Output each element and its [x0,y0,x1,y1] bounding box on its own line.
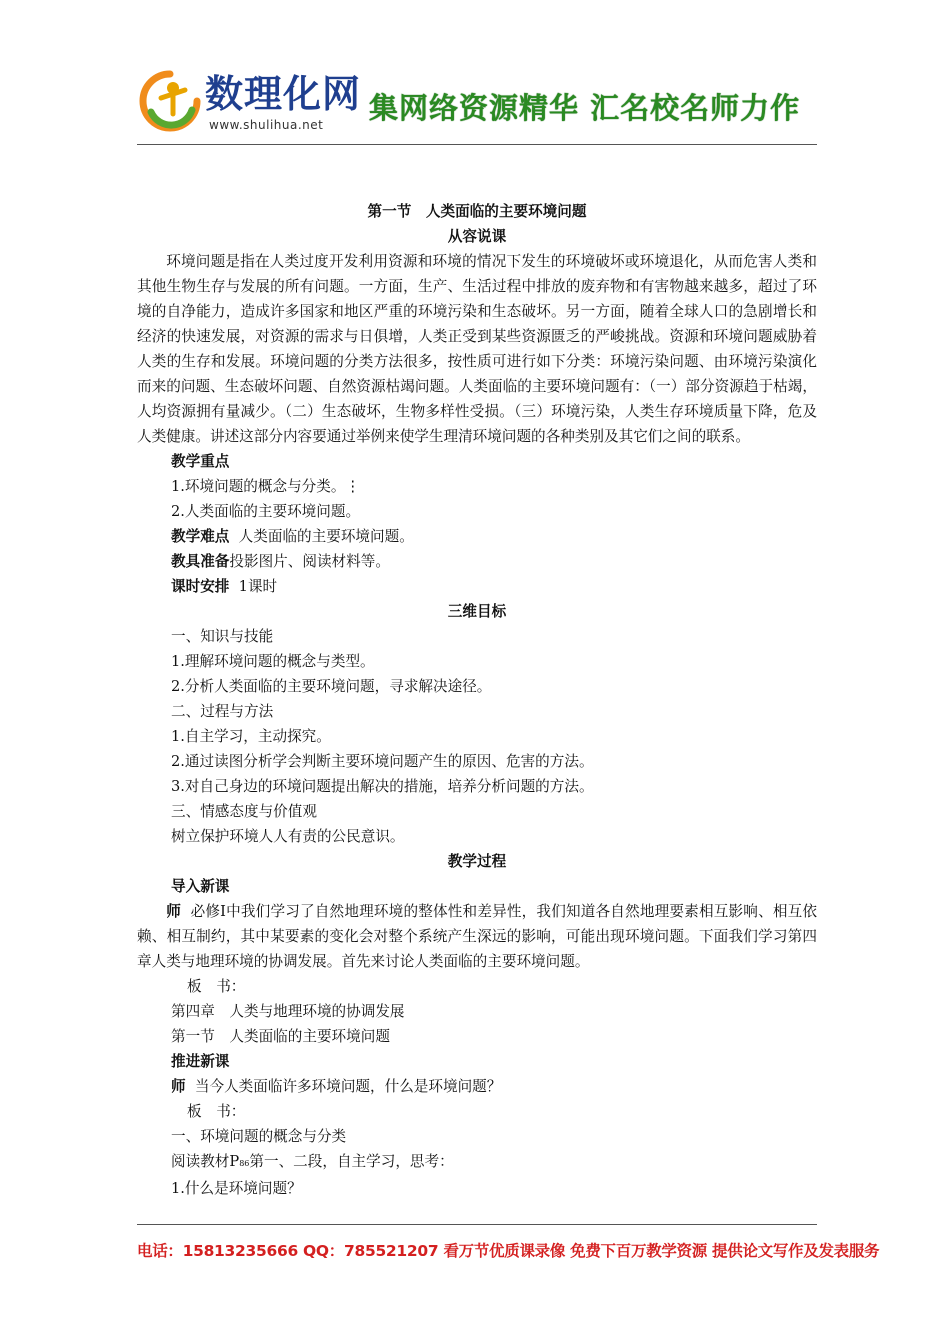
difficulty-text: 人类面临的主要环境问题。 [238,528,414,545]
difficulty-label: 教学难点 [171,528,230,545]
schedule-label: 课时安排 [171,578,230,595]
intro-lesson-text: 必修Ⅰ中我们学习了自然地理环境的整体性和差异性，我们知道各自然地理要素相互影响、相互依赖、相互制约，其中某要素的变化会对整个系统产生深远的影响，可能出现环境问题。下面我们学习第四章人类与地理环境的协调发展。首先来讨论人类面临的主要环境问题。 [137,903,817,970]
schedule-line [137,574,817,599]
reading-post: 第一、二段，自主学习，思考： [249,1153,454,1170]
reading-line [137,1149,817,1176]
doc-subtitle: 从容说课 [447,228,507,245]
shulihua-logo-icon [137,68,203,134]
goals-3-heading: 三、情感态度与价值观 [171,803,317,820]
key-point-2: 2.人类面临的主要环境问题。 [171,503,361,520]
goals-3-item: 树立保护环境人人有责的公民意识。 [171,828,405,845]
site-header [137,62,817,144]
tools-text: 投影图片、阅读材料等。 [229,553,390,570]
doc-title: 第一节 人类面临的主要环境问题 [367,203,587,220]
board-label: 板 书： [187,1103,246,1120]
tools-line [137,549,817,574]
goals-2-item: 2.通过读图分析学会判断主要环境问题产生的原因、危害的方法。 [171,753,594,770]
board-line: 第四章 人类与地理环境的协调发展 [171,1003,405,1020]
difficulty-line [137,524,817,549]
site-slogan: 集网络资源精华 汇名校名师力作 [369,91,801,125]
footer-divider [137,1224,817,1225]
document-body [137,199,817,1201]
intro-lesson-label: 导入新课 [171,878,230,895]
goals-1-item: 1.理解环境问题的概念与类型。 [171,653,375,670]
teacher-label: 师 [171,1078,186,1095]
brand-name: 数理化网 [205,72,362,116]
goals-2-item: 3.对自己身边的环境问题提出解决的措施，培养分析问题的方法。 [171,778,594,795]
goals-2-item: 1.自主学习，主动探究。 [171,728,331,745]
new-lesson-label: 推进新课 [171,1053,230,1070]
goals-1-item: 2.分析人类面临的主要环境问题，寻求解决途径。 [171,678,492,695]
new-lesson-line [137,1074,817,1099]
teacher-label: 师 [166,903,181,920]
tools-label: 教具准备 [171,553,230,570]
key-point-1: 1.环境问题的概念与分类。⋮ [171,478,361,495]
key-points-label: 教学重点 [171,453,230,470]
schedule-text: 1课时 [238,578,278,595]
goals-heading: 三维目标 [447,603,507,620]
intro-paragraph: 环境问题是指在人类过度开发利用资源和环境的情况下发生的环境破坏或环境退化，从而危害人类和其他生物生存与发展的所有问题。一方面，生产、生活过程中排放的废弃物和有害物越来越多，超过了环境的自净能力，造成许多国家和地区严重的环境污染和生态破坏。另一方面，随着全球人口的急剧增长和经济的快速发展，对资源的需求与日俱增，人类正受到某些资源匮乏的严峻挑战。资源和环境问题威胁着人类的生存和发展。环境问题的分类方法很多，按性质可进行如下分类：环境污染问题、由环境污染演化而来的问题、生态破坏问题、自然资源枯竭问题。人类面临的主要环境问题有：（一）部分资源趋于枯竭，人均资源拥有量减少。（二）生态破坏，生物多样性受损。（三）环境污染，人类生存环境质量下降，危及人类健康。讲述这部分内容要通过举例来使学生理清环境问题的各种类别及其它们之间的联系。 [137,253,817,445]
board-label: 板 书： [187,978,246,995]
question-item: 1.什么是环境问题？ [171,1180,302,1197]
reading-pre: 阅读教材P [171,1153,240,1170]
reading-page: 86 [239,1159,250,1168]
goals-1-heading: 一、知识与技能 [171,628,274,645]
board-line: 第一节 人类面临的主要环境问题 [171,1028,390,1045]
new-lesson-text: 当今人类面临许多环境问题，什么是环境问题？ [194,1078,502,1095]
intro-lesson-paragraph [137,899,817,974]
site-url[interactable]: www.shulihua.net [209,118,324,132]
section-heading: 一、环境问题的概念与分类 [171,1128,347,1145]
header-divider [137,144,817,145]
goals-2-heading: 二、过程与方法 [171,703,274,720]
footer-contact: 电话：15813235666 QQ：785521207 看万节优质课录像 免费下百万教学资源 提供论文写作及发表服务 [137,1242,880,1260]
process-heading: 教学过程 [447,853,507,870]
